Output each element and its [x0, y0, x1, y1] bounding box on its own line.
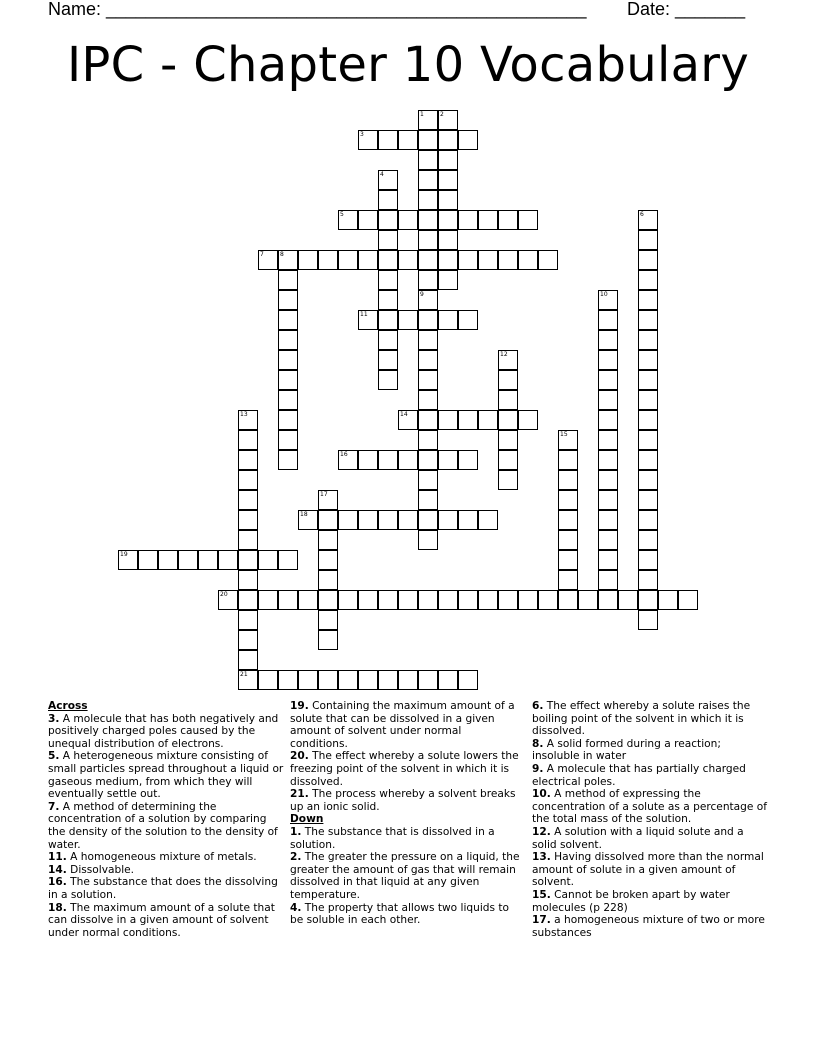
grid-cell[interactable] [338, 590, 358, 610]
cell-number: 15 [560, 431, 568, 438]
clue-down-1: 1. The substance that is dissolved in a solution. [290, 825, 495, 851]
cell-number: 18 [300, 511, 308, 518]
grid-cell[interactable] [598, 590, 618, 610]
grid-cell[interactable] [578, 590, 598, 610]
grid-cell[interactable] [258, 590, 278, 610]
grid-cell[interactable] [598, 290, 618, 310]
grid-cell[interactable] [358, 310, 378, 330]
grid-cell[interactable] [438, 270, 458, 290]
grid-cell[interactable] [458, 590, 478, 610]
grid-cell[interactable] [518, 590, 538, 610]
grid-cell[interactable] [478, 210, 498, 230]
grid-cell[interactable] [358, 210, 378, 230]
grid-cell[interactable] [258, 670, 278, 690]
grid-cell[interactable] [598, 510, 618, 530]
grid-cell[interactable] [278, 270, 298, 290]
grid-cell[interactable] [518, 210, 538, 230]
grid-cell[interactable] [238, 550, 258, 570]
grid-cell[interactable] [278, 290, 298, 310]
grid-cell[interactable] [418, 670, 438, 690]
grid-cell[interactable] [638, 430, 658, 450]
grid-cell[interactable] [538, 250, 558, 270]
grid-cell[interactable] [318, 490, 338, 510]
grid-cell[interactable] [418, 370, 438, 390]
grid-cell[interactable] [498, 590, 518, 610]
grid-cell[interactable] [638, 570, 658, 590]
grid-cell[interactable] [418, 590, 438, 610]
grid-cell[interactable] [638, 390, 658, 410]
grid-cell[interactable] [198, 550, 218, 570]
grid-cell[interactable] [318, 510, 338, 530]
grid-cell[interactable] [278, 450, 298, 470]
clue-across-5: 5. A heterogeneous mixture consisting of small particles spread throughout a liquid or gaseous medium, from which they will eventually settle out. [48, 750, 284, 801]
grid-cell[interactable] [378, 450, 398, 470]
grid-cell[interactable] [598, 490, 618, 510]
grid-cell[interactable] [418, 210, 438, 230]
grid-cell[interactable] [298, 250, 318, 270]
grid-cell[interactable] [378, 290, 398, 310]
clue-across-20: 20. The effect whereby a solute lowers the freezing point of the solvent in which it is dissolved. [290, 750, 519, 788]
grid-cell[interactable] [598, 410, 618, 430]
grid-cell[interactable] [638, 610, 658, 630]
grid-cell[interactable] [338, 510, 358, 530]
grid-cell[interactable] [638, 230, 658, 250]
grid-cell[interactable] [638, 270, 658, 290]
grid-cell[interactable] [398, 450, 418, 470]
grid-cell[interactable] [598, 570, 618, 590]
grid-cell[interactable] [238, 590, 258, 610]
grid-cell[interactable] [238, 630, 258, 650]
grid-cell[interactable] [558, 490, 578, 510]
cell-number: 2 [440, 111, 444, 118]
grid-cell[interactable] [598, 330, 618, 350]
grid-cell[interactable] [598, 470, 618, 490]
grid-cell[interactable] [298, 590, 318, 610]
grid-cell[interactable] [438, 310, 458, 330]
grid-cell[interactable] [438, 230, 458, 250]
grid-cell[interactable] [598, 390, 618, 410]
grid-cell[interactable] [418, 270, 438, 290]
grid-cell[interactable] [498, 250, 518, 270]
grid-cell[interactable] [238, 610, 258, 630]
clue-down-10: 10. A method of expressing the concentration of a solute as a percentage of the total mass of the solution. [532, 788, 767, 826]
grid-cell[interactable] [438, 130, 458, 150]
grid-cell[interactable] [558, 450, 578, 470]
grid-cell[interactable] [418, 110, 438, 130]
grid-cell[interactable] [278, 350, 298, 370]
cell-number: 3 [360, 131, 364, 138]
grid-cell[interactable] [418, 450, 438, 470]
grid-cell[interactable] [558, 550, 578, 570]
grid-cell[interactable] [238, 410, 258, 430]
grid-cell[interactable] [338, 250, 358, 270]
grid-cell[interactable] [378, 170, 398, 190]
date-field-label: Date: _______ [627, 0, 746, 19]
grid-cell[interactable] [638, 370, 658, 390]
page-title: IPC - Chapter 10 Vocabulary [66, 37, 750, 93]
cell-number: 14 [400, 411, 408, 418]
grid-cell[interactable] [318, 590, 338, 610]
grid-cell[interactable] [638, 210, 658, 230]
clue-across-21: 21. The process whereby a solvent breaks up an ionic solid. [290, 788, 516, 813]
clue-down-15: 15. Cannot be broken apart by water molecules (p 228) [532, 888, 730, 914]
clue-across-11: 11. A homogeneous mixture of metals. [48, 851, 257, 864]
grid-cell[interactable] [598, 550, 618, 570]
grid-cell[interactable] [318, 550, 338, 570]
grid-cell[interactable] [638, 310, 658, 330]
grid-cell[interactable] [438, 590, 458, 610]
grid-cell[interactable] [318, 610, 338, 630]
grid-cell[interactable] [378, 370, 398, 390]
cell-number: 10 [600, 291, 608, 298]
clues-column-3 [532, 700, 768, 939]
grid-cell[interactable] [378, 310, 398, 330]
grid-cell[interactable] [438, 410, 458, 430]
grid-cell[interactable] [458, 450, 478, 470]
grid-cell[interactable] [558, 430, 578, 450]
grid-cell[interactable] [498, 450, 518, 470]
clue-down-8: 8. A solid formed during a reaction; insoluble in water [532, 737, 721, 763]
grid-cell[interactable] [378, 250, 398, 270]
grid-cell[interactable] [538, 590, 558, 610]
grid-cell[interactable] [298, 510, 318, 530]
grid-cell[interactable] [458, 670, 478, 690]
grid-cell[interactable] [638, 590, 658, 610]
grid-cell[interactable] [398, 310, 418, 330]
grid-cell[interactable] [238, 510, 258, 530]
grid-cell[interactable] [478, 510, 498, 530]
clue-down-12: 12. A solution with a liquid solute and a solid solvent. [532, 825, 744, 851]
grid-cell[interactable] [418, 330, 438, 350]
grid-cell[interactable] [478, 250, 498, 270]
grid-cell[interactable] [458, 250, 478, 270]
cell-number: 13 [240, 411, 248, 418]
grid-cell[interactable] [398, 130, 418, 150]
grid-cell[interactable] [418, 150, 438, 170]
grid-cell[interactable] [418, 410, 438, 430]
grid-cell[interactable] [398, 510, 418, 530]
cell-number: 20 [220, 591, 228, 598]
grid-cell[interactable] [278, 370, 298, 390]
grid-cell[interactable] [158, 550, 178, 570]
grid-cell[interactable] [638, 350, 658, 370]
cell-number: 1 [420, 111, 424, 118]
cell-number: 16 [340, 451, 348, 458]
name-field-label: Name: ________________________________________________ [48, 0, 587, 19]
clue-across-3: 3. A molecule that has both negatively and positively charged poles caused by the unequal distribution of electrons. [48, 712, 279, 750]
clues-column-2 [290, 700, 522, 927]
cell-number: 9 [420, 291, 424, 298]
grid-cell[interactable] [598, 530, 618, 550]
grid-cell[interactable] [378, 190, 398, 210]
grid-cell[interactable] [358, 250, 378, 270]
clue-down-4: 4. The property that allows two liquids to be soluble in each other. [290, 901, 510, 927]
grid-cell[interactable] [278, 410, 298, 430]
grid-cell[interactable] [318, 250, 338, 270]
grid-cell[interactable] [638, 250, 658, 270]
grid-cell[interactable] [438, 450, 458, 470]
grid-cell[interactable] [518, 250, 538, 270]
grid-cell[interactable] [498, 390, 518, 410]
grid-cell[interactable] [638, 290, 658, 310]
clue-across-19: 19. Containing the maximum amount of a solute that can be dissolved in a given amount of solvent under normal conditions. [290, 700, 515, 750]
grid-cell[interactable] [438, 190, 458, 210]
grid-cell[interactable] [458, 130, 478, 150]
grid-cell[interactable] [278, 550, 298, 570]
grid-cell[interactable] [498, 370, 518, 390]
grid-cell[interactable] [418, 530, 438, 550]
grid-cell[interactable] [418, 190, 438, 210]
grid-cell[interactable] [418, 130, 438, 150]
grid-cell[interactable] [558, 570, 578, 590]
grid-cell[interactable] [358, 450, 378, 470]
grid-cell[interactable] [278, 430, 298, 450]
grid-cell[interactable] [278, 250, 298, 270]
grid-cell[interactable] [378, 330, 398, 350]
grid-cell[interactable] [378, 210, 398, 230]
grid-cell[interactable] [398, 410, 418, 430]
grid-cell[interactable] [438, 250, 458, 270]
grid-cell[interactable] [318, 670, 338, 690]
grid-cell[interactable] [378, 130, 398, 150]
grid-cell[interactable] [558, 510, 578, 530]
grid-cell[interactable] [558, 470, 578, 490]
grid-cell[interactable] [418, 230, 438, 250]
cell-number: 5 [340, 211, 344, 218]
grid-cell[interactable] [258, 550, 278, 570]
grid-cell[interactable] [418, 170, 438, 190]
grid-cell[interactable] [638, 550, 658, 570]
clue-across-18: 18. The maximum amount of a solute that can dissolve in a given amount of solvent under normal conditions. [48, 901, 275, 939]
grid-cell[interactable] [318, 530, 338, 550]
grid-cell[interactable] [438, 110, 458, 130]
grid-cell[interactable] [558, 590, 578, 610]
grid-cell[interactable] [218, 590, 238, 610]
grid-cell[interactable] [238, 450, 258, 470]
grid-cell[interactable] [618, 590, 638, 610]
grid-cell[interactable] [458, 510, 478, 530]
grid-cell[interactable] [278, 390, 298, 410]
grid-cell[interactable] [358, 590, 378, 610]
clue-across-14: 14. Dissolvable. [48, 863, 135, 876]
grid-cell[interactable] [638, 450, 658, 470]
grid-cell[interactable] [598, 370, 618, 390]
grid-cell[interactable] [598, 350, 618, 370]
cell-number: 12 [500, 351, 508, 358]
grid-cell[interactable] [498, 430, 518, 450]
grid-cell[interactable] [418, 510, 438, 530]
clue-across-16: 16. The substance that does the dissolving in a solution. [48, 876, 278, 901]
cell-number: 6 [640, 211, 644, 218]
grid-cell[interactable] [378, 230, 398, 250]
grid-cell[interactable] [378, 350, 398, 370]
grid-cell[interactable] [478, 590, 498, 610]
clue-down-13: 13. Having dissolved more than the normal amount of solute in a given amount of solvent. [532, 851, 764, 889]
grid-cell[interactable] [298, 670, 318, 690]
grid-cell[interactable] [678, 590, 698, 610]
cell-number: 8 [280, 251, 284, 258]
grid-cell[interactable] [238, 430, 258, 450]
grid-cell[interactable] [638, 530, 658, 550]
grid-cell[interactable] [238, 530, 258, 550]
grid-cell[interactable] [378, 670, 398, 690]
grid-cell[interactable] [278, 330, 298, 350]
down-heading: Down [290, 813, 324, 826]
grid-cell[interactable] [438, 150, 458, 170]
cell-number: 4 [380, 171, 384, 178]
grid-cell[interactable] [398, 210, 418, 230]
grid-cell[interactable] [378, 510, 398, 530]
grid-cell[interactable] [338, 450, 358, 470]
grid-cell[interactable] [438, 210, 458, 230]
grid-cell[interactable] [278, 590, 298, 610]
grid-cell[interactable] [638, 330, 658, 350]
grid-cell[interactable] [318, 630, 338, 650]
grid-cell[interactable] [498, 210, 518, 230]
grid-cell[interactable] [178, 550, 198, 570]
grid-cell[interactable] [418, 470, 438, 490]
grid-cell[interactable] [498, 470, 518, 490]
grid-cell[interactable] [498, 410, 518, 430]
grid-cell[interactable] [638, 410, 658, 430]
cell-number: 19 [120, 551, 128, 558]
grid-cell[interactable] [358, 130, 378, 150]
grid-cell[interactable] [238, 490, 258, 510]
grid-cell[interactable] [438, 670, 458, 690]
grid-cell[interactable] [238, 570, 258, 590]
grid-cell[interactable] [278, 310, 298, 330]
grid-cell[interactable] [418, 250, 438, 270]
grid-cell[interactable] [498, 350, 518, 370]
clue-down-6: 6. The effect whereby a solute raises the boiling point of the solvent in which it is dissolved. [532, 700, 751, 738]
grid-cell[interactable] [238, 470, 258, 490]
grid-cell[interactable] [238, 650, 258, 670]
grid-cell[interactable] [318, 570, 338, 590]
grid-cell[interactable] [338, 670, 358, 690]
grid-cell[interactable] [458, 410, 478, 430]
grid-cell[interactable] [378, 590, 398, 610]
grid-cell[interactable] [438, 510, 458, 530]
clue-down-17: 17. a homogeneous mixture of two or more substances [532, 914, 765, 939]
clue-down-9: 9. A molecule that has partially charged electrical poles. [532, 762, 746, 788]
grid-cell[interactable] [238, 670, 258, 690]
clues-column-1 [48, 700, 284, 939]
grid-cell[interactable] [338, 210, 358, 230]
grid-cell[interactable] [638, 490, 658, 510]
grid-cell[interactable] [518, 410, 538, 430]
grid-cell[interactable] [438, 170, 458, 190]
grid-cell[interactable] [418, 290, 438, 310]
grid-cell[interactable] [398, 590, 418, 610]
grid-cell[interactable] [378, 270, 398, 290]
grid-cell[interactable] [258, 250, 278, 270]
grid-cell[interactable] [118, 550, 138, 570]
grid-cell[interactable] [418, 430, 438, 450]
grid-cell[interactable] [418, 350, 438, 370]
grid-cell[interactable] [558, 530, 578, 550]
grid-cell[interactable] [418, 310, 438, 330]
grid-cell[interactable] [598, 450, 618, 470]
cell-number: 21 [240, 671, 248, 678]
grid-cell[interactable] [478, 410, 498, 430]
cell-number: 17 [320, 491, 328, 498]
grid-cell[interactable] [638, 470, 658, 490]
grid-cell[interactable] [458, 210, 478, 230]
grid-cell[interactable] [278, 670, 298, 690]
grid-cell[interactable] [358, 670, 378, 690]
cell-number: 7 [260, 251, 264, 258]
grid-cell[interactable] [658, 590, 678, 610]
grid-cell[interactable] [598, 310, 618, 330]
grid-cell[interactable] [358, 510, 378, 530]
grid-cell[interactable] [458, 310, 478, 330]
grid-cell[interactable] [138, 550, 158, 570]
grid-cell[interactable] [598, 430, 618, 450]
clue-down-2: 2. The greater the pressure on a liquid, the greater the amount of gas that will remain dissolved in that liquid at any given temperature. [290, 851, 520, 901]
clue-across-7: 7. A method of determining the concentration of a solution by comparing the density of the solution to the density of water. [48, 800, 278, 851]
cell-number: 11 [360, 311, 368, 318]
across-heading: Across [48, 700, 88, 712]
grid-cell[interactable] [398, 250, 418, 270]
grid-cell[interactable] [638, 510, 658, 530]
grid-cell[interactable] [218, 550, 238, 570]
grid-cell[interactable] [398, 670, 418, 690]
grid-cell[interactable] [418, 390, 438, 410]
grid-cell[interactable] [418, 490, 438, 510]
